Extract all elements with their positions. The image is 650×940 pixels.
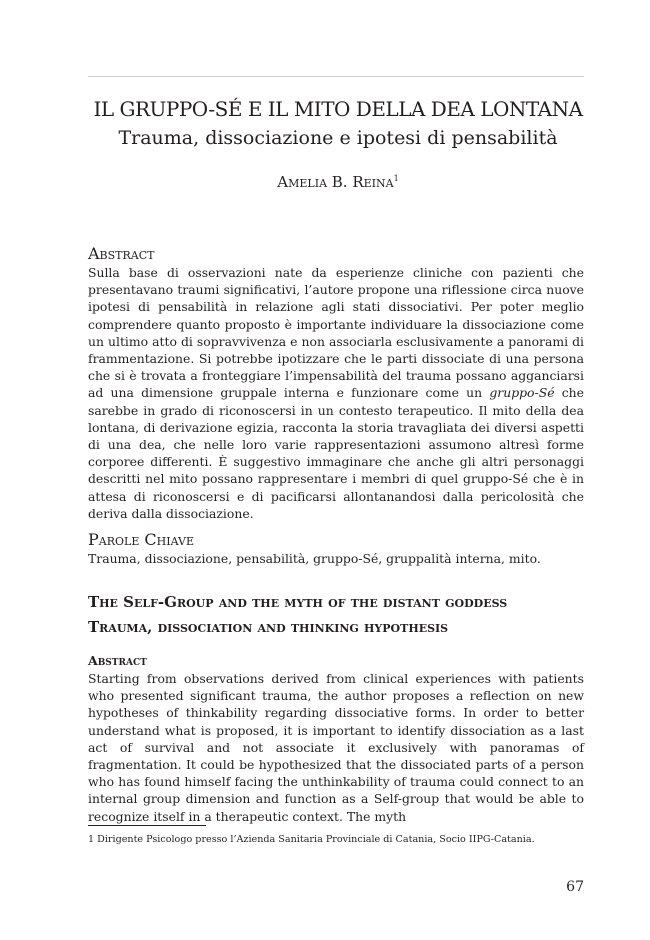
abstract-body bbox=[88, 264, 584, 522]
keywords-heading: Parole Chiave bbox=[88, 530, 194, 549]
author-footnote-mark: 1 bbox=[393, 174, 399, 183]
keywords-list: Trauma, dissociazione, pensabilità, gruppo-Sé, gruppalità interna, mito. bbox=[88, 551, 541, 566]
abstract-italic-term: gruppo-Sé bbox=[489, 385, 555, 401]
page-number: 67 bbox=[566, 879, 584, 895]
author-name-text: Amelia B. Reina bbox=[277, 173, 394, 191]
english-abstract-heading: Abstract bbox=[88, 653, 147, 668]
abstract-text-part2: che sarebbe in grado di riconoscersi in un contesto terapeutico. Il mito della dea lontana, di derivazione egizia, racconta la storia travagliata dei diversi aspetti di una dea, che nelle loro varie rappresentazioni assumono altresì forme corporee differenti. È suggestivo immaginare che anche gli altri personaggi descritti nel mito possano rappresentare i membri di quel gruppo-Sé che è in attesa di riconoscersi e di pacificarsi allontanandosi dalla pericolosità che deriva dalla dissociazione. bbox=[88, 385, 584, 521]
abstract-text-part1: Sulla base di osservazioni nate da esperienze cliniche con pazienti che presentavano traumi significativi, l’autore propone una riflessione circa nuove ipotesi di pensabilità in relazione agli stati dissociativi. Per poter meglio comprendere quanto proposto è importante individuare la dissociazione come un ultimo atto di sopravvivenza e non associarla esclusivamente a panorami di frammentazione. Si potrebbe ipotizzare che le parti dissociate di una persona che si è trovata a fronteggiare l’impensabilità del trauma possano agganciarsi ad una dimensione gruppale interna e funzionare come un bbox=[88, 265, 584, 401]
header-rule bbox=[88, 76, 584, 77]
author-name bbox=[88, 170, 588, 191]
paper-subtitle: Trauma, dissociazione e ipotesi di pensabilità bbox=[118, 127, 558, 149]
english-abstract-body: Starting from observations derived from clinical experiences with patients who presented significant trauma, the author proposes a reflection on new hypotheses of thinkability regarding dissociative forms. In order to better understand what is proposed, it is important to identify dissociation as a last act of survival and not associate it exclusively with panoramas of fragmentation. It could be hypothesized that the dissociated parts of a person who has found himself facing the unthinkability of trauma could connect to an internal group dimension and function as a Self-group that would be able to recognize itself in a therapeutic context. The myth bbox=[88, 671, 584, 824]
abstract-heading: Abstract bbox=[88, 244, 155, 263]
footnote: 1 Dirigente Psicologo presso l’Azienda Sanitaria Provinciale di Catania, Socio IIPG-Catania. bbox=[88, 834, 535, 845]
paper-title: IL GRUPPO-SÉ E IL MITO DELLA DEA LONTANA bbox=[93, 97, 583, 121]
english-title-line1: The Self-Group and the myth of the distant goddess bbox=[88, 593, 508, 611]
english-title-line2: Trauma, dissociation and thinking hypothesis bbox=[88, 618, 449, 636]
footnote-rule bbox=[88, 825, 206, 826]
